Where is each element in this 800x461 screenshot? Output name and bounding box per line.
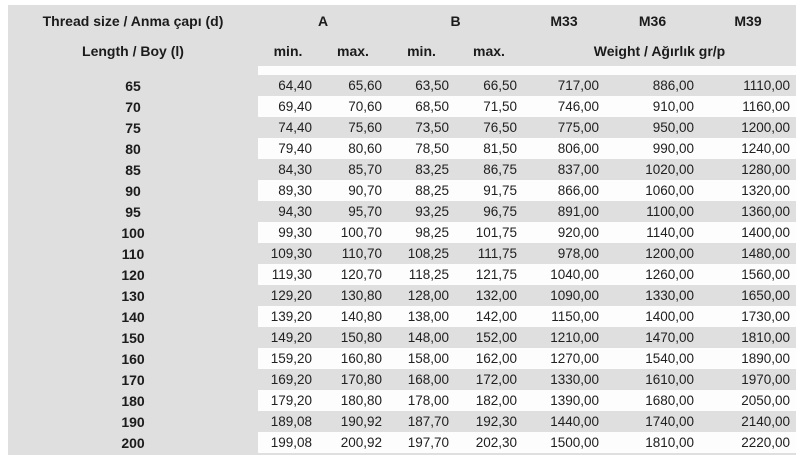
m33-cell: 1210,00	[550, 330, 599, 345]
length-cell: 200	[121, 434, 145, 451]
m36-cell: 1680,00	[605, 390, 700, 411]
m39-cell: 1480,00	[741, 246, 790, 261]
table-row	[8, 159, 796, 180]
b-max-cell: 152,00	[475, 330, 517, 345]
m39-cell: 1970,00	[741, 372, 790, 387]
thread-size-header: Thread size / Anma çapı (d)	[42, 12, 224, 29]
length-cell: 95	[125, 203, 141, 220]
b-max-cell: 81,50	[455, 138, 523, 159]
a-min-cell: 89,30	[258, 180, 318, 201]
m33-cell: 837,00	[557, 162, 599, 177]
m36-cell: 1200,00	[645, 246, 694, 261]
b-max-cell: 192,30	[475, 414, 517, 429]
column-m33-header: M33	[550, 12, 578, 29]
m33-cell: 1040,00	[523, 264, 605, 285]
table-row	[8, 243, 796, 264]
b-min-cell: 118,25	[388, 264, 455, 285]
m39-cell: 1360,00	[741, 204, 790, 219]
a-min-cell: 64,40	[278, 78, 312, 93]
length-cell: 170	[121, 371, 145, 388]
table-row	[8, 75, 796, 96]
table-row	[8, 411, 796, 432]
a-max-cell: 70,60	[318, 96, 388, 117]
m33-cell: 717,00	[557, 78, 599, 93]
b-max-cell: 162,00	[455, 348, 523, 369]
a-min-cell: 94,30	[278, 204, 312, 219]
b-min-cell: 128,00	[407, 288, 449, 303]
m36-cell: 1100,00	[646, 204, 694, 219]
b-min-cell: 73,50	[415, 120, 449, 135]
m33-cell: 775,00	[557, 120, 599, 135]
a-min-cell: 109,30	[270, 246, 312, 261]
m39-cell: 2050,00	[700, 390, 796, 411]
header-row-sub	[8, 36, 796, 66]
table-row	[8, 138, 796, 159]
table-body	[8, 75, 796, 453]
b-min-cell: 78,50	[388, 138, 455, 159]
m36-cell: 1810,00	[605, 432, 700, 453]
a-max-cell: 65,60	[348, 78, 382, 93]
b-min-cell: 148,00	[407, 330, 449, 345]
a-min-cell: 74,40	[278, 120, 312, 135]
table-row	[8, 117, 796, 138]
length-cell: 65	[125, 77, 141, 94]
table-row	[8, 327, 796, 348]
m36-cell: 1400,00	[605, 306, 700, 327]
a-min-cell: 79,40	[258, 138, 318, 159]
table-row	[8, 222, 796, 243]
length-cell: 80	[125, 140, 141, 157]
a-min-cell: 84,30	[278, 162, 312, 177]
a-max-cell: 170,80	[340, 372, 382, 387]
length-cell: 140	[121, 308, 145, 325]
length-cell: 130	[121, 287, 145, 304]
a-max-header: max.	[337, 43, 369, 59]
b-min-cell: 98,25	[388, 222, 455, 243]
m36-cell: 1020,00	[645, 162, 694, 177]
column-m39-header: M39	[734, 12, 762, 29]
m36-cell: 1470,00	[645, 330, 694, 345]
b-min-cell: 88,25	[388, 180, 455, 201]
a-max-cell: 110,70	[341, 246, 382, 261]
a-max-cell: 130,80	[340, 288, 382, 303]
m33-cell: 1150,00	[523, 306, 605, 327]
a-max-cell: 140,80	[318, 306, 388, 327]
a-min-cell: 169,20	[270, 372, 312, 387]
column-a-header: A	[317, 12, 329, 29]
m39-cell: 1280,00	[741, 162, 790, 177]
length-cell: 70	[125, 98, 141, 115]
a-min-cell: 189,08	[270, 414, 312, 429]
m39-cell: 1560,00	[700, 264, 796, 285]
b-max-cell: 96,75	[483, 204, 517, 219]
m39-cell: 1200,00	[741, 120, 790, 135]
b-min-cell: 158,00	[388, 348, 455, 369]
m33-cell: 806,00	[523, 138, 605, 159]
a-min-cell: 149,20	[270, 330, 312, 345]
m33-cell: 1390,00	[523, 390, 605, 411]
length-cell: 75	[125, 119, 141, 136]
length-cell: 180	[121, 392, 145, 409]
m33-cell: 746,00	[523, 96, 605, 117]
b-max-cell: 182,00	[455, 390, 523, 411]
table-row	[8, 180, 796, 201]
b-min-cell: 83,25	[415, 162, 449, 177]
b-max-cell: 86,75	[483, 162, 517, 177]
a-min-header: min.	[273, 43, 303, 59]
length-cell: 160	[121, 350, 145, 367]
m33-cell: 1090,00	[550, 288, 599, 303]
m33-cell: 866,00	[523, 180, 605, 201]
m39-cell: 1110,00	[743, 78, 790, 93]
a-min-cell: 179,20	[258, 390, 318, 411]
b-min-cell: 138,00	[388, 306, 455, 327]
table-row	[8, 306, 796, 327]
b-min-cell: 108,25	[407, 246, 449, 261]
b-max-cell: 76,50	[483, 120, 517, 135]
m36-cell: 886,00	[652, 78, 694, 93]
m36-cell: 1060,00	[605, 180, 700, 201]
length-cell: 150	[121, 329, 145, 346]
a-max-cell: 100,70	[318, 222, 388, 243]
b-min-cell: 68,50	[388, 96, 455, 117]
b-max-cell: 121,75	[455, 264, 523, 285]
m36-cell: 910,00	[605, 96, 700, 117]
b-min-cell: 168,00	[407, 372, 449, 387]
m33-cell: 1330,00	[550, 372, 599, 387]
a-min-cell: 199,08	[258, 432, 318, 453]
m33-cell: 920,00	[523, 222, 605, 243]
a-max-cell: 160,80	[318, 348, 388, 369]
b-max-cell: 202,30	[455, 432, 523, 453]
m36-cell: 1260,00	[605, 264, 700, 285]
b-min-cell: 93,25	[415, 204, 449, 219]
a-min-cell: 69,40	[258, 96, 318, 117]
a-max-cell: 190,92	[340, 414, 382, 429]
spacer-white-cell	[258, 66, 796, 75]
m33-cell: 1270,00	[523, 348, 605, 369]
m39-cell: 2140,00	[741, 414, 790, 429]
m39-cell: 1890,00	[700, 348, 796, 369]
a-max-cell: 95,70	[348, 204, 382, 219]
b-max-cell: 142,00	[455, 306, 523, 327]
b-min-header: min.	[407, 43, 436, 59]
a-max-cell: 75,60	[348, 120, 382, 135]
a-max-cell: 120,70	[318, 264, 388, 285]
table-row	[8, 348, 796, 369]
length-cell: 120	[121, 266, 145, 283]
b-min-cell: 187,70	[407, 414, 449, 429]
a-max-cell: 200,92	[318, 432, 388, 453]
a-min-cell: 99,30	[258, 222, 318, 243]
column-m36-header: M36	[638, 12, 667, 29]
m39-cell: 1730,00	[700, 306, 796, 327]
table-row	[8, 285, 796, 306]
b-min-cell: 197,70	[388, 432, 455, 453]
b-max-cell: 71,50	[455, 96, 523, 117]
m36-cell: 1610,00	[645, 372, 694, 387]
a-max-cell: 90,70	[318, 180, 388, 201]
m39-cell: 1810,00	[741, 330, 790, 345]
a-max-cell: 180,80	[318, 390, 388, 411]
b-max-cell: 172,00	[475, 372, 517, 387]
m39-cell: 1650,00	[741, 288, 790, 303]
m36-cell: 950,00	[652, 120, 694, 135]
b-max-cell: 132,00	[475, 288, 517, 303]
spacer-gray-cell	[8, 66, 258, 75]
m36-cell: 1740,00	[645, 414, 694, 429]
b-max-header: max.	[473, 43, 505, 59]
m33-cell: 978,00	[557, 246, 599, 261]
m36-cell: 990,00	[605, 138, 700, 159]
m33-cell: 891,00	[557, 204, 599, 219]
m39-cell: 1240,00	[700, 138, 796, 159]
length-cell: 110	[121, 245, 145, 262]
spec-table-sheet	[8, 5, 796, 455]
a-min-cell: 119,30	[258, 264, 318, 285]
a-max-cell: 80,60	[318, 138, 388, 159]
column-b-header: B	[450, 12, 461, 29]
table-row	[8, 201, 796, 222]
length-cell: 190	[121, 413, 145, 430]
b-max-cell: 66,50	[483, 78, 517, 93]
m36-cell: 1330,00	[645, 288, 694, 303]
length-cell: 100	[121, 224, 145, 241]
b-min-cell: 63,50	[415, 78, 449, 93]
m39-cell: 1400,00	[700, 222, 796, 243]
m33-cell: 1500,00	[523, 432, 605, 453]
a-min-cell: 159,20	[258, 348, 318, 369]
length-cell: 90	[125, 182, 141, 199]
b-max-cell: 111,75	[477, 246, 517, 261]
a-min-cell: 139,20	[258, 306, 318, 327]
header-spacer-row	[8, 66, 796, 75]
m39-cell: 1320,00	[700, 180, 796, 201]
m33-cell: 1440,00	[550, 414, 599, 429]
weight-header: Weight / Ağırlık gr/p	[593, 43, 726, 59]
table-row	[8, 432, 796, 453]
b-min-cell: 178,00	[388, 390, 455, 411]
header-row-top	[8, 5, 796, 36]
a-max-cell: 150,80	[340, 330, 382, 345]
m36-cell: 1140,00	[605, 222, 700, 243]
b-max-cell: 101,75	[455, 222, 523, 243]
thread-size-weight-table	[8, 5, 796, 453]
m39-cell: 1160,00	[700, 96, 796, 117]
b-max-cell: 91,75	[455, 180, 523, 201]
table-row	[8, 390, 796, 411]
length-header: Length / Boy (l)	[82, 43, 184, 59]
m36-cell: 1540,00	[605, 348, 700, 369]
table-row	[8, 96, 796, 117]
a-min-cell: 129,20	[270, 288, 312, 303]
m39-cell: 2220,00	[700, 432, 796, 453]
a-max-cell: 85,70	[348, 162, 382, 177]
table-row	[8, 369, 796, 390]
table-row	[8, 264, 796, 285]
length-cell: 85	[125, 161, 141, 178]
